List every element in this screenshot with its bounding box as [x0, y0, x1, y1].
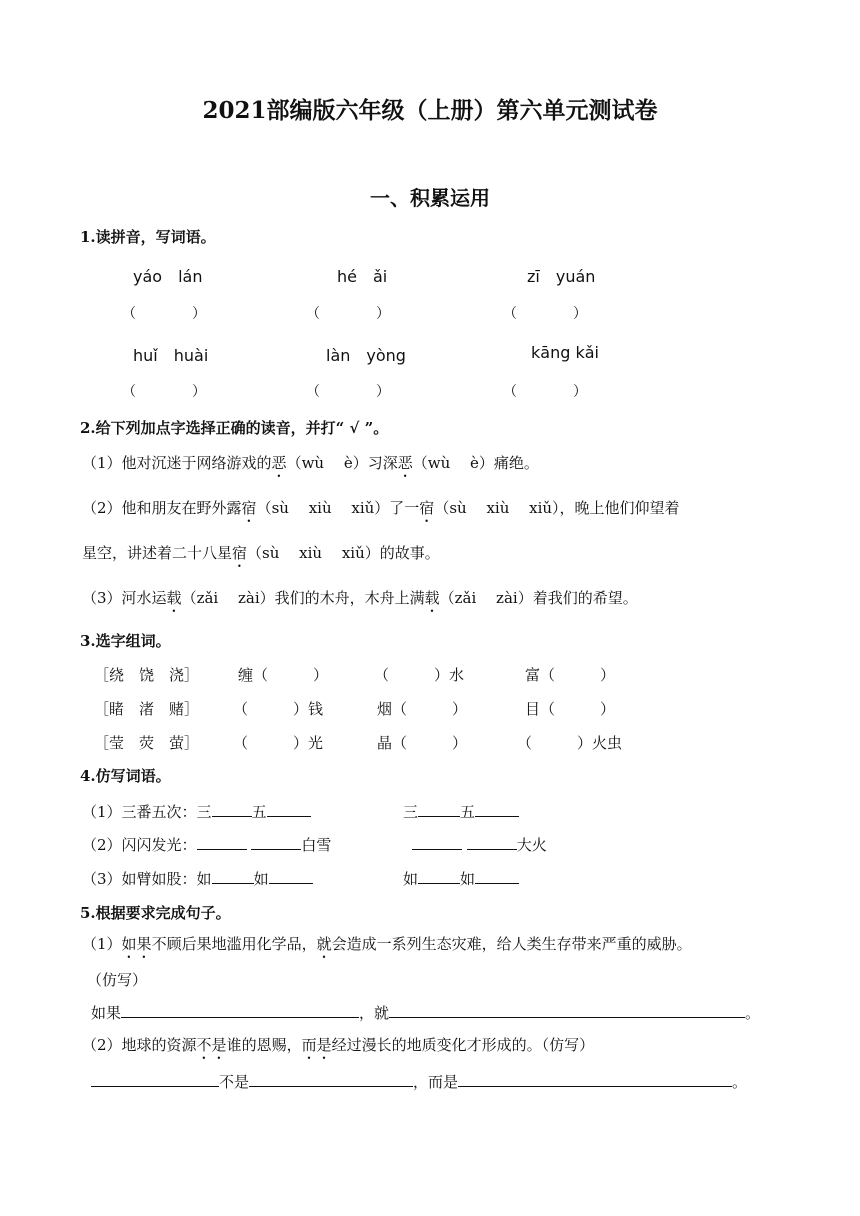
pinyin-yaolan: yáo lán: [133, 267, 203, 286]
dotted-char: 宿: [419, 499, 435, 517]
q5-text: 。: [745, 1004, 761, 1022]
q2-choice[interactable]: （wù è）痛绝。: [412, 454, 539, 472]
q4-label: （2）闪闪发光：: [82, 836, 197, 854]
q4-char: 如: [460, 870, 476, 888]
fill-blank[interactable]: [467, 835, 517, 850]
q4-label: （3）如臂如股：: [82, 870, 197, 888]
fill-blank[interactable]: [412, 835, 462, 850]
fill-line[interactable]: [91, 1072, 219, 1087]
answer-blank[interactable]: （ ）: [503, 384, 587, 400]
q5-note: （仿写）: [87, 971, 148, 989]
q4-char: 五: [251, 803, 267, 821]
q4-char: 五: [460, 803, 476, 821]
pinyin-kangkai: kāng kǎi: [531, 343, 599, 362]
q4-line-1b: [403, 801, 519, 822]
char-group: ［绕 饶 浇］: [94, 666, 200, 684]
pinyin-lanyong: làn yòng: [326, 346, 406, 365]
fill-blank[interactable]: [267, 802, 311, 817]
q2-line-1: [82, 452, 539, 481]
word-blank[interactable]: （ ）水: [374, 666, 465, 684]
dotted-word: 而是: [301, 1036, 332, 1054]
dotted-word: 就: [316, 935, 332, 953]
q4-char: 三: [403, 803, 419, 821]
q4-char: 如: [403, 870, 419, 888]
q2-line-2: [82, 497, 680, 526]
q2-text: （1）他对沉迷于网络游戏的: [82, 454, 272, 472]
dotted-char: 载: [166, 589, 182, 607]
answer-blank[interactable]: （ ）: [122, 384, 206, 400]
q5-text: ，就: [359, 1004, 390, 1022]
word-blank[interactable]: 目（ ）: [525, 700, 616, 718]
question-1-heading: 1.读拼音，写词语。: [80, 228, 216, 246]
q2-text: （2）他和朋友在野外露: [82, 499, 242, 517]
answer-blank[interactable]: （ ）: [503, 306, 587, 322]
q2-text: （3）河水运: [82, 589, 167, 607]
question-2-heading: 2.给下列加点字选择正确的读音，并打“ √ ”。: [80, 419, 389, 437]
q5-fill-2: [91, 1071, 747, 1092]
dotted-word: 不是: [196, 1036, 227, 1054]
fill-blank[interactable]: [269, 869, 313, 884]
char-group: ［莹 荧 萤］: [94, 734, 200, 752]
question-4-heading: 4.仿写词语。: [80, 767, 171, 785]
question-5-heading: 5.根据要求完成句子。: [80, 904, 231, 922]
q2-choice[interactable]: （wù è）习深: [286, 454, 398, 472]
fill-blank[interactable]: [475, 802, 519, 817]
dotted-char: 恶: [397, 454, 413, 472]
q5-fill-1: [91, 1002, 760, 1023]
fill-blank[interactable]: [475, 869, 519, 884]
question-3-heading: 3.选字组词。: [80, 632, 171, 650]
page-title: 2021部编版六年级（上册）第六单元测试卷: [202, 97, 658, 124]
q5-text: 谁的恩赐，: [226, 1036, 302, 1054]
q5-text: 不是: [219, 1073, 250, 1091]
answer-blank[interactable]: （ ）: [306, 384, 390, 400]
q4-char: 如: [196, 870, 212, 888]
q4-word: 大火: [516, 836, 547, 854]
q2-choice[interactable]: （sù xiù xiǔ）了一: [256, 499, 420, 517]
word-blank[interactable]: （ ）光: [233, 734, 324, 752]
q5-text: ，而是: [413, 1073, 459, 1091]
fill-line[interactable]: [458, 1072, 732, 1087]
q4-line-2: [82, 834, 331, 855]
section-heading: 一、积累运用: [370, 186, 490, 210]
q2-line-3: [82, 542, 440, 571]
dotted-char: 宿: [232, 544, 248, 562]
fill-line[interactable]: [389, 1003, 745, 1018]
q2-choice[interactable]: （sù xiù xiǔ），晚上他们仰望着: [434, 499, 680, 517]
char-group: ［睹 渚 赌］: [94, 700, 200, 718]
q5-text: 经过漫长的地质变化才形成的。（仿写）: [331, 1036, 595, 1054]
word-blank[interactable]: 晶（ ）: [377, 734, 468, 752]
dotted-char: 载: [424, 589, 440, 607]
q2-text: 星空，讲述着二十八星: [82, 544, 233, 562]
fill-line[interactable]: [249, 1072, 413, 1087]
q2-choice[interactable]: （zǎi zài）我们的木舟，木舟上满: [181, 589, 425, 607]
q4-line-2b: [412, 834, 547, 855]
q2-choice[interactable]: （sù xiù xiǔ）的故事。: [247, 544, 440, 562]
fill-blank[interactable]: [251, 835, 301, 850]
fill-line[interactable]: [121, 1003, 359, 1018]
fill-blank[interactable]: [418, 802, 460, 817]
q5-sentence-1: [82, 933, 692, 962]
dotted-char: 恶: [271, 454, 287, 472]
word-blank[interactable]: 烟（ ）: [377, 700, 468, 718]
pinyin-ziyuan: zī yuán: [527, 267, 596, 286]
word-blank[interactable]: 缠（ ）: [238, 666, 329, 684]
q2-line-4: [82, 587, 638, 616]
q4-char: 如: [253, 870, 269, 888]
q5-text: 如果: [91, 1004, 122, 1022]
q5-text: （1）: [82, 935, 122, 953]
fill-blank[interactable]: [197, 835, 247, 850]
q4-line-3: [82, 868, 313, 889]
q4-line-3b: [403, 868, 519, 889]
answer-blank[interactable]: （ ）: [306, 306, 390, 322]
pinyin-heai: hé ǎi: [337, 267, 388, 286]
q4-label: （1）三番五次：: [82, 803, 197, 821]
q5-text: （2）地球的资源: [82, 1036, 197, 1054]
dotted-word: 如果: [121, 935, 152, 953]
q2-choice[interactable]: （zǎi zài）着我们的希望。: [439, 589, 638, 607]
word-blank[interactable]: （ ）火虫: [517, 734, 623, 752]
q5-text: 不顾后果地滥用化学品，: [151, 935, 317, 953]
pinyin-huihuai: huǐ huài: [133, 346, 209, 365]
answer-blank[interactable]: （ ）: [122, 306, 206, 322]
q4-line-1: [82, 801, 311, 822]
dotted-char: 宿: [241, 499, 257, 517]
q4-char: 三: [196, 803, 212, 821]
word-blank[interactable]: （ ）钱: [233, 700, 324, 718]
word-blank[interactable]: 富（ ）: [525, 666, 616, 684]
q5-text: 会造成一系列生态灾难，给人类生存带来严重的威胁。: [331, 935, 692, 953]
fill-blank[interactable]: [418, 869, 460, 884]
q4-word: 白雪: [301, 836, 332, 854]
fill-blank[interactable]: [212, 869, 254, 884]
fill-blank[interactable]: [212, 802, 252, 817]
q5-sentence-2: [82, 1034, 594, 1063]
q5-text: 。: [732, 1073, 748, 1091]
